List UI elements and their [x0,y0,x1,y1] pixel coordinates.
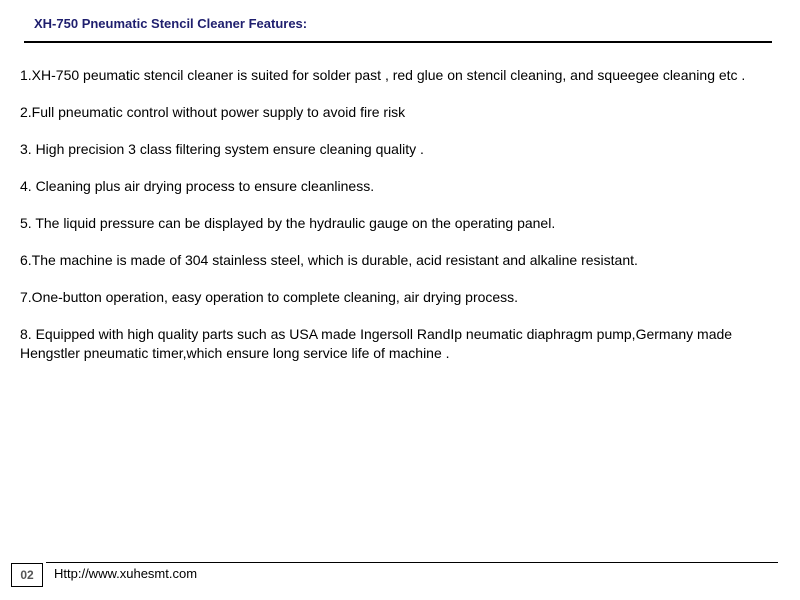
feature-item-4: 4. Cleaning plus air drying process to ensure cleanliness. [20,178,375,194]
footer-divider [46,562,778,563]
page-title: XH-750 Pneumatic Stencil Cleaner Features: [34,16,308,31]
header-divider [24,41,772,43]
footer-url-link[interactable]: Http://www.xuhesmt.com [54,566,198,581]
feature-item-6: 6.The machine is made of 304 stainless steel, which is durable, acid resistant and alkaline resistant. [20,252,638,268]
feature-item-5: 5. The liquid pressure can be displayed by the hydraulic gauge on the operating panel. [20,215,556,231]
feature-item-7: 7.One-button operation, easy operation to complete cleaning, air drying process. [20,289,519,305]
feature-item-3: 3. High precision 3 class filtering system ensure cleaning quality . [20,141,424,157]
feature-list [20,66,780,381]
page-number: 02 [11,563,43,587]
feature-item-1: 1.XH-750 peumatic stencil cleaner is suited for solder past , red glue on stencil cleaning, and squeegee cleaning etc . [20,67,746,83]
feature-item-8: 8. Equipped with high quality parts such as USA made Ingersoll RandIp neumatic diaphragm pump,Germany made Hengstler pneumatic timer,which ensure long service life of machine . [20,326,733,361]
feature-item-2: 2.Full pneumatic control without power supply to avoid fire risk [20,104,406,120]
